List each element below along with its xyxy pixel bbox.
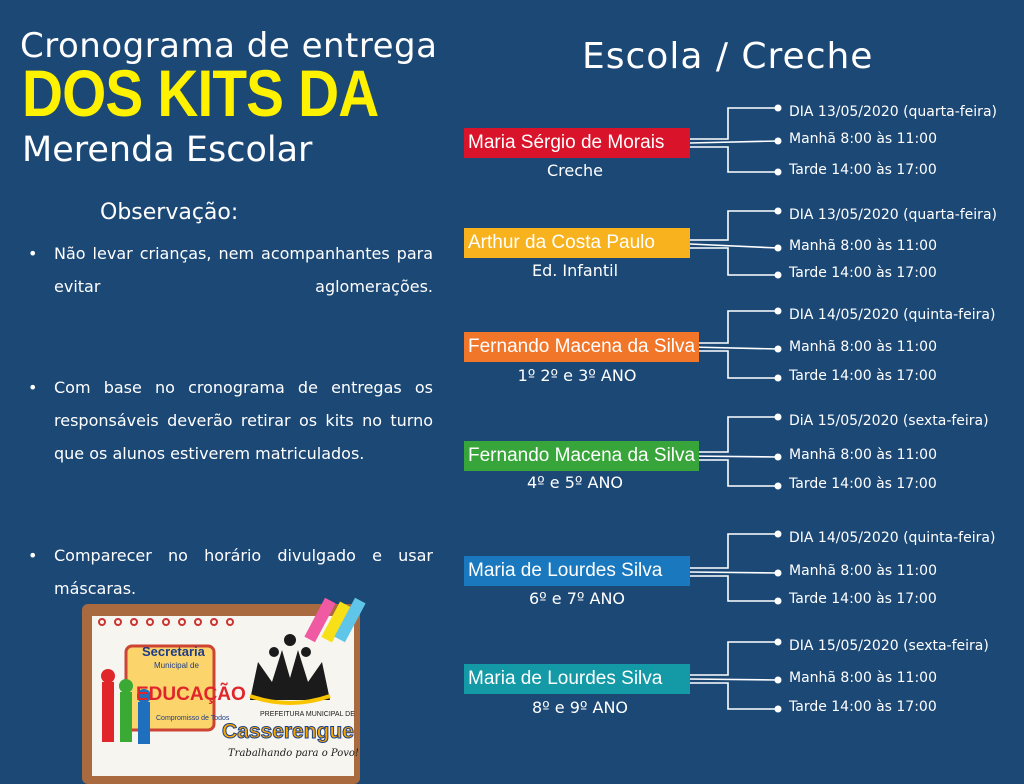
- connector-dot-icon: [775, 483, 782, 490]
- connector-dot-icon: [775, 308, 782, 315]
- connector-line: [690, 211, 778, 240]
- schedule-afternoon: Tarde 14:00 às 17:00: [789, 591, 937, 607]
- secretaria-line-1: Secretaria: [142, 644, 205, 659]
- schedule-title: Escola / Creche: [582, 36, 874, 77]
- connector-dot-icon: [775, 598, 782, 605]
- observation-text: Comparecer no horário divulgado e usar máscaras.: [54, 546, 433, 598]
- schedule-afternoon: Tarde 14:00 às 17:00: [789, 162, 937, 178]
- bullet-icon: •: [28, 244, 38, 263]
- connector-dot-icon: [775, 531, 782, 538]
- connector-dot-icon: [775, 454, 782, 461]
- school-label: Arthur da Costa Paulo: [464, 228, 690, 258]
- connector-line: [690, 351, 778, 378]
- schedule-day: DIA 13/05/2020 (quarta-feira): [789, 104, 997, 120]
- connector-dot-icon: [775, 245, 782, 252]
- schedule-day: DIA 14/05/2020 (quinta-feira): [789, 307, 996, 323]
- connector-line: [690, 576, 778, 601]
- connector-line: [690, 679, 778, 680]
- connector-line: [686, 460, 778, 486]
- connector-dot-icon: [775, 272, 782, 279]
- connector-dot-icon: [775, 570, 782, 577]
- observation-text: Com base no cronograma de entregas os responsáveis deverão retirar os kits no turno que os alunos estiverem matriculados.: [54, 378, 433, 463]
- connector-dot-icon: [775, 639, 782, 646]
- secretaria-line-4: Compromisso de Todos: [156, 715, 230, 722]
- connector-dot-icon: [775, 706, 782, 713]
- connector-line: [690, 311, 778, 343]
- grade-level: 6º e 7º ANO: [528, 589, 626, 608]
- prefeitura-line-1: PREFEITURA MUNICIPAL DE: [260, 711, 355, 718]
- secretaria-line-2: Municipal de: [154, 661, 199, 670]
- schedule-afternoon: Tarde 14:00 às 17:00: [789, 265, 937, 281]
- schedule-afternoon: Tarde 14:00 às 17:00: [789, 476, 937, 492]
- bullet-icon: •: [28, 378, 38, 397]
- grade-level: Creche: [546, 161, 604, 180]
- connector-line: [690, 147, 778, 172]
- grade-level: 1º 2º e 3º ANO: [517, 366, 637, 385]
- title-line-3: Merenda Escolar: [22, 130, 313, 170]
- school-label: Maria Sérgio de Morais: [464, 128, 690, 158]
- connector-line: [686, 456, 778, 457]
- secretaria-line-3: EDUCAÇÃO: [136, 684, 246, 705]
- bullet-icon: •: [28, 546, 38, 565]
- school-label: Fernando Macena da Silva: [464, 332, 699, 362]
- connector-line: [690, 683, 778, 709]
- schedule-morning: Manhã 8:00 às 11:00: [789, 238, 937, 254]
- prefeitura-line-3: Trabalhando para o Povo!: [228, 748, 359, 759]
- title-line-1: Cronograma de entrega: [20, 26, 438, 66]
- grade-level: Ed. Infantil: [531, 261, 619, 280]
- connector-line: [690, 642, 778, 675]
- connector-line: [690, 572, 778, 573]
- connector-line: [690, 347, 778, 349]
- schedule-day: DIA 13/05/2020 (quarta-feira): [789, 207, 997, 223]
- connector-dot-icon: [775, 414, 782, 421]
- schedule-day: DiA 15/05/2020 (sexta-feira): [789, 413, 989, 429]
- schedule-morning: Manhã 8:00 às 11:00: [789, 447, 937, 463]
- grade-level: 4º e 5º ANO: [526, 473, 624, 492]
- schedule-morning: Manhã 8:00 às 11:00: [789, 563, 937, 579]
- connector-dot-icon: [775, 169, 782, 176]
- board-decoration: [82, 592, 372, 768]
- school-label: Maria de Lourdes Silva: [464, 664, 690, 694]
- schedule-day: DIA 14/05/2020 (quinta-feira): [789, 530, 996, 546]
- connector-line: [690, 141, 778, 143]
- prefeitura-logo-icon: [250, 634, 330, 703]
- connector-line: [690, 108, 778, 139]
- connector-dot-icon: [775, 677, 782, 684]
- schedule-day: DIA 15/05/2020 (sexta-feira): [789, 638, 989, 654]
- prefeitura-line-2: Casserengue: [222, 720, 354, 743]
- connector-line: [690, 248, 778, 275]
- connector-dot-icon: [775, 138, 782, 145]
- schedule-morning: Manhã 8:00 às 11:00: [789, 339, 937, 355]
- schedule-morning: Manhã 8:00 às 11:00: [789, 670, 937, 686]
- connector-dot-icon: [775, 105, 782, 112]
- schedule-morning: Manhã 8:00 às 11:00: [789, 131, 937, 147]
- observation-text: Não levar crianças, nem acompanhantes para evitar aglomerações.: [54, 244, 433, 296]
- school-label: Fernando Macena da Silva: [464, 441, 699, 471]
- school-label: Maria de Lourdes Silva: [464, 556, 690, 586]
- schedule-afternoon: Tarde 14:00 às 17:00: [789, 699, 937, 715]
- observations-title: Observação:: [100, 200, 239, 225]
- connector-dot-icon: [775, 346, 782, 353]
- title-line-2: DOS KITS DA: [22, 56, 379, 130]
- connector-line: [686, 417, 778, 452]
- schedule-afternoon: Tarde 14:00 às 17:00: [789, 368, 937, 384]
- grade-level: 8º e 9º ANO: [531, 698, 629, 717]
- connector-dot-icon: [775, 375, 782, 382]
- connector-dot-icon: [775, 208, 782, 215]
- connector-line: [690, 534, 778, 568]
